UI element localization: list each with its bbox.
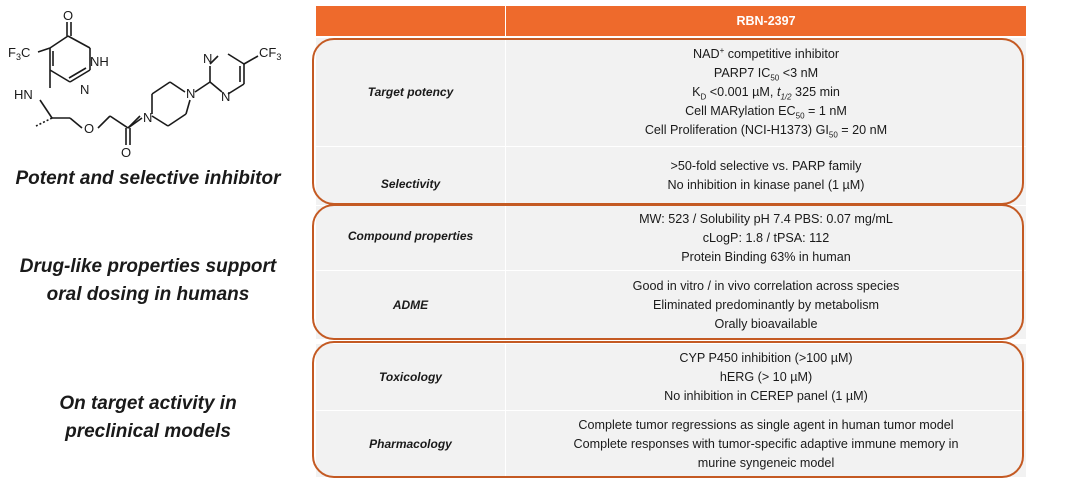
compound-name: RBN-2397 (736, 14, 796, 28)
svg-text:CF3: $CF_3$ (259, 45, 282, 62)
svg-text:O: O (121, 145, 132, 160)
svg-text:N: N (186, 86, 196, 101)
value-line: MW: 523 / Solubility pH 7.4 PBS: 0.07 mg/mL (639, 211, 893, 226)
claim-text: Potent and selective inhibitor (15, 168, 281, 189)
value-line: Cell MARylation $EC_{50} = 1$ nM (685, 103, 847, 121)
table-row-adme (316, 270, 1026, 339)
claim-line: On target activity in (59, 393, 237, 414)
table-row-toxicology (316, 343, 1026, 410)
value-line: >50-fold selective vs. PARP family (670, 159, 862, 173)
svg-text:NH: NH (90, 54, 109, 69)
claim-line: preclinical models (65, 421, 231, 442)
svg-text:N: N (143, 110, 153, 125)
svg-text:N: N (221, 89, 231, 104)
value-line: Cell Proliferation (NCI-H1373) $GI_{50} = 20$ nM (644, 122, 888, 140)
header-empty-cell (316, 6, 506, 36)
table-row-selectivity (316, 146, 1026, 205)
row-values (506, 206, 1026, 270)
value-line: Eliminated predominantly by metabolism (652, 297, 880, 312)
value-line: Protein Binding 63% in human (681, 249, 851, 264)
svg-text:O: O (84, 121, 95, 136)
value-line: Good in vitro / in vivo correlation across species (632, 278, 900, 293)
value-line: hERG (> 10 µM) (719, 369, 813, 384)
value-line: NAD+ competitive inhibitor (692, 45, 840, 61)
claim-drug-like (0, 253, 296, 309)
svg-text:N: N (80, 82, 90, 97)
row-label: Selectivity (316, 147, 506, 205)
claim-on-target (0, 390, 296, 446)
value-line: No inhibition in kinase panel (1 µM) (667, 178, 865, 192)
value-line: Orally bioavailable (714, 316, 818, 331)
svg-text:O: O (63, 8, 74, 23)
svg-text:HN: HN (14, 87, 33, 102)
table-row-compound-properties (316, 205, 1026, 270)
row-values (506, 271, 1026, 339)
row-label: Toxicology (316, 344, 506, 410)
svg-text:F3C: $F_3C$ (8, 45, 31, 62)
row-values (506, 411, 1026, 477)
table-row-pharmacology (316, 410, 1026, 477)
row-label: Target potency (316, 38, 506, 146)
svg-text:N: N (203, 51, 213, 66)
row-label: Compound properties (316, 206, 506, 270)
claim-line: Drug-like properties support (19, 256, 277, 277)
claim-line: oral dosing in humans (46, 284, 250, 305)
value-line: cLogP: 1.8 / tPSA: 112 (702, 230, 830, 245)
row-label: Pharmacology (316, 411, 506, 477)
row-label: ADME (316, 271, 506, 339)
row-values (506, 147, 1026, 205)
value-line: PARP7 $IC_{50} <3$ nM (713, 65, 819, 83)
chemical-structure-diagram (0, 0, 300, 165)
value-line: No inhibition in CEREP panel (1 µM) (664, 388, 868, 403)
value-line: Complete responses with tumor-specific adaptive immune memory in (573, 436, 959, 451)
row-values (506, 344, 1026, 410)
claim-potent-selective (0, 165, 296, 193)
table-row-target-potency (316, 37, 1026, 146)
value-line: CYP P450 inhibition (>100 µM) (679, 350, 853, 365)
row-values (506, 38, 1026, 146)
table-header (316, 6, 1026, 36)
value-line: Complete tumor regressions as single agent in human tumor model (578, 417, 954, 432)
value-line: murine syngeneic model (697, 455, 835, 470)
value-line: $K_D <0.001$ µM, $t_{1/2}$ 325 min (692, 84, 840, 102)
